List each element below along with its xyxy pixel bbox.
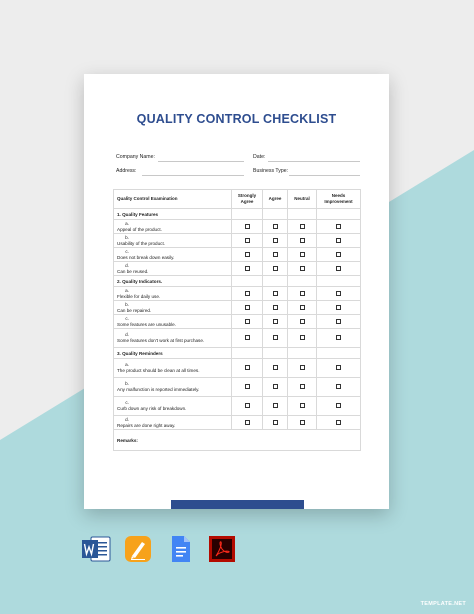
checkbox-cell-neutral [288, 416, 317, 430]
checkbox-cell-needs-improvement [317, 262, 361, 276]
checkbox-strongly-agree[interactable] [245, 224, 250, 229]
item-text: Can be repaired. [117, 307, 152, 313]
checkbox-neutral[interactable] [300, 252, 305, 257]
item-cell [114, 220, 232, 234]
checkbox-strongly-agree[interactable] [245, 266, 250, 271]
checkbox-neutral[interactable] [300, 305, 305, 310]
item-text: Repairs are done right away. [117, 422, 176, 428]
checkbox-strongly-agree[interactable] [245, 305, 250, 310]
checkbox-agree[interactable] [273, 305, 278, 310]
checkbox-cell-needs-improvement [317, 378, 361, 397]
checkbox-cell-agree [263, 416, 288, 430]
checkbox-cell-strongly-agree [232, 359, 263, 378]
checkbox-cell-needs-improvement [317, 248, 361, 262]
section-empty-cell [263, 209, 288, 220]
checkbox-strongly-agree[interactable] [245, 384, 250, 389]
section-row [114, 348, 361, 359]
footer-accent-bar [171, 500, 304, 509]
remarks-row [114, 430, 361, 451]
item-text: Does not break down easily. [117, 254, 175, 260]
checkbox-strongly-agree[interactable] [245, 335, 250, 340]
section-empty-cell [232, 348, 263, 359]
item-letter: b. [125, 234, 129, 240]
checkbox-needs-improvement[interactable] [336, 266, 341, 271]
section-empty-cell [288, 348, 317, 359]
checkbox-cell-strongly-agree [232, 397, 263, 416]
checkbox-neutral[interactable] [300, 266, 305, 271]
item-cell [114, 359, 232, 378]
section-empty-cell [317, 348, 361, 359]
item-letter: a. [125, 362, 129, 368]
checkbox-needs-improvement[interactable] [336, 305, 341, 310]
checkbox-neutral[interactable] [300, 403, 305, 408]
item-cell [114, 416, 232, 430]
item-text: Usability of the product. [117, 240, 166, 246]
google-docs-icon[interactable] [166, 536, 195, 562]
checkbox-strongly-agree[interactable] [245, 403, 250, 408]
item-cell [114, 248, 232, 262]
checkbox-agree[interactable] [273, 238, 278, 243]
table-row [114, 397, 361, 416]
item-letter: a. [125, 220, 129, 226]
table-row [114, 248, 361, 262]
table-row [114, 329, 361, 348]
section-empty-cell [317, 276, 361, 287]
section-title: 2. Quality Indicators. [114, 276, 232, 287]
address-field [142, 175, 244, 176]
checkbox-cell-agree [263, 315, 288, 329]
checkbox-cell-neutral [288, 262, 317, 276]
table-row [114, 301, 361, 315]
checkbox-agree[interactable] [273, 291, 278, 296]
address-label: Address: [116, 168, 137, 174]
checkbox-cell-needs-improvement [317, 315, 361, 329]
checkbox-neutral[interactable] [300, 291, 305, 296]
item-cell [114, 329, 232, 348]
checkbox-cell-needs-improvement [317, 234, 361, 248]
item-letter: d. [125, 262, 129, 268]
checkbox-cell-neutral [288, 301, 317, 315]
checkbox-cell-agree [263, 359, 288, 378]
table-row [114, 378, 361, 397]
checkbox-neutral[interactable] [300, 384, 305, 389]
item-text: Appeal of the product. [117, 226, 162, 232]
checkbox-cell-needs-improvement [317, 397, 361, 416]
item-text: Some features don't work at first purchase. [117, 338, 205, 343]
checkbox-cell-neutral [288, 234, 317, 248]
watermark: TEMPLATE.NET [420, 601, 466, 607]
checkbox-cell-neutral [288, 287, 317, 301]
section-empty-cell [263, 276, 288, 287]
checkbox-cell-agree [263, 248, 288, 262]
checkbox-agree[interactable] [273, 384, 278, 389]
checklist-page [84, 74, 389, 509]
checkbox-cell-agree [263, 301, 288, 315]
item-text: Any malfunction is reported immediately. [117, 387, 200, 392]
item-text: Flexible for daily use. [117, 293, 161, 299]
checkbox-cell-agree [263, 220, 288, 234]
table-row [114, 315, 361, 329]
business-type-field [289, 175, 360, 176]
checkbox-neutral[interactable] [300, 420, 305, 425]
checkbox-needs-improvement[interactable] [336, 224, 341, 229]
section-title: 3. Quality Reminders [114, 348, 232, 359]
checkbox-needs-improvement[interactable] [336, 384, 341, 389]
checkbox-strongly-agree[interactable] [245, 420, 250, 425]
item-letter: a. [125, 287, 129, 293]
header-exam: Quality Control Examination [114, 190, 232, 209]
checkbox-cell-strongly-agree [232, 262, 263, 276]
checkbox-neutral[interactable] [300, 319, 305, 324]
checkbox-cell-needs-improvement [317, 329, 361, 348]
company-name-label: Company Name: [116, 154, 155, 160]
table-row [114, 220, 361, 234]
checkbox-strongly-agree[interactable] [245, 291, 250, 296]
checkbox-cell-neutral [288, 315, 317, 329]
table-row [114, 416, 361, 430]
checkbox-neutral[interactable] [300, 238, 305, 243]
remarks-label: Remarks: [114, 430, 361, 451]
item-text: Can be reused. [117, 268, 149, 274]
checkbox-cell-agree [263, 234, 288, 248]
checkbox-cell-agree [263, 397, 288, 416]
section-empty-cell [232, 276, 263, 287]
checkbox-cell-needs-improvement [317, 416, 361, 430]
checkbox-cell-neutral [288, 359, 317, 378]
checkbox-strongly-agree[interactable] [245, 252, 250, 257]
section-empty-cell [263, 348, 288, 359]
checkbox-needs-improvement[interactable] [336, 403, 341, 408]
section-title: 1. Quality Features [114, 209, 232, 220]
checkbox-agree[interactable] [273, 403, 278, 408]
header-needs-improvement: Needs Improvement [317, 190, 361, 209]
table-row [114, 287, 361, 301]
checkbox-needs-improvement[interactable] [336, 335, 341, 340]
file-format-icons [82, 536, 237, 562]
item-letter: c. [125, 400, 129, 406]
checkbox-cell-needs-improvement [317, 287, 361, 301]
table-row [114, 234, 361, 248]
checkbox-cell-needs-improvement [317, 220, 361, 234]
item-cell [114, 234, 232, 248]
document-title: QUALITY CONTROL CHECKLIST [136, 112, 337, 126]
checkbox-cell-strongly-agree [232, 315, 263, 329]
checkbox-neutral[interactable] [300, 224, 305, 229]
item-letter: d. [125, 416, 129, 422]
pages-icon[interactable] [124, 536, 153, 562]
checkbox-cell-agree [263, 378, 288, 397]
checkbox-cell-strongly-agree [232, 220, 263, 234]
checkbox-cell-needs-improvement [317, 359, 361, 378]
checkbox-cell-agree [263, 287, 288, 301]
checkbox-cell-strongly-agree [232, 248, 263, 262]
checkbox-cell-neutral [288, 378, 317, 397]
checkbox-cell-needs-improvement [317, 301, 361, 315]
company-name-field [158, 161, 244, 162]
table-row [114, 262, 361, 276]
checkbox-agree[interactable] [273, 319, 278, 324]
item-cell [114, 301, 232, 315]
checkbox-needs-improvement[interactable] [336, 420, 341, 425]
section-empty-cell [288, 209, 317, 220]
checkbox-agree[interactable] [273, 266, 278, 271]
checkbox-needs-improvement[interactable] [336, 291, 341, 296]
section-empty-cell [288, 276, 317, 287]
checkbox-cell-strongly-agree [232, 378, 263, 397]
checkbox-cell-agree [263, 262, 288, 276]
checkbox-strongly-agree[interactable] [245, 365, 250, 370]
header-neutral: Neutral [288, 190, 317, 209]
checkbox-agree[interactable] [273, 365, 278, 370]
word-icon[interactable] [82, 536, 111, 562]
checkbox-cell-neutral [288, 397, 317, 416]
section-row [114, 209, 361, 220]
checkbox-agree[interactable] [273, 252, 278, 257]
checkbox-cell-neutral [288, 220, 317, 234]
checkbox-strongly-agree[interactable] [245, 319, 250, 324]
item-letter: c. [125, 315, 129, 321]
checkbox-strongly-agree[interactable] [245, 238, 250, 243]
section-row [114, 276, 361, 287]
table-header-row [114, 190, 361, 209]
checkbox-needs-improvement[interactable] [336, 252, 341, 257]
item-letter: c. [125, 248, 129, 254]
checkbox-cell-neutral [288, 248, 317, 262]
section-empty-cell [232, 209, 263, 220]
checkbox-cell-strongly-agree [232, 329, 263, 348]
date-field [268, 161, 360, 162]
date-label: Date: [253, 154, 266, 160]
checkbox-cell-agree [263, 329, 288, 348]
checklist-table [113, 189, 361, 451]
checkbox-cell-strongly-agree [232, 416, 263, 430]
item-text: Curb down any risk of breakdown. [117, 406, 187, 411]
checkbox-agree[interactable] [273, 335, 278, 340]
item-letter: b. [125, 381, 129, 387]
item-cell [114, 287, 232, 301]
checkbox-cell-neutral [288, 329, 317, 348]
checkbox-cell-strongly-agree [232, 301, 263, 315]
checkbox-neutral[interactable] [300, 335, 305, 340]
checkbox-needs-improvement[interactable] [336, 319, 341, 324]
business-type-label: Business Type: [253, 168, 289, 174]
header-agree: Agree [263, 190, 288, 209]
checkbox-agree[interactable] [273, 420, 278, 425]
checkbox-cell-strongly-agree [232, 234, 263, 248]
item-text: Some features are unusable. [117, 321, 176, 327]
item-cell [114, 397, 232, 416]
checkbox-neutral[interactable] [300, 365, 305, 370]
checkbox-needs-improvement[interactable] [336, 365, 341, 370]
checkbox-needs-improvement[interactable] [336, 238, 341, 243]
section-empty-cell [317, 209, 361, 220]
header-strongly-agree: Strongly Agree [232, 190, 263, 209]
item-letter: d. [125, 332, 129, 338]
checkbox-cell-strongly-agree [232, 287, 263, 301]
table-row [114, 359, 361, 378]
item-cell [114, 315, 232, 329]
item-cell [114, 378, 232, 397]
checkbox-agree[interactable] [273, 224, 278, 229]
item-text: The product should be clean at all times. [117, 368, 200, 373]
pdf-icon[interactable] [208, 536, 237, 562]
item-letter: b. [125, 301, 129, 307]
item-cell [114, 262, 232, 276]
